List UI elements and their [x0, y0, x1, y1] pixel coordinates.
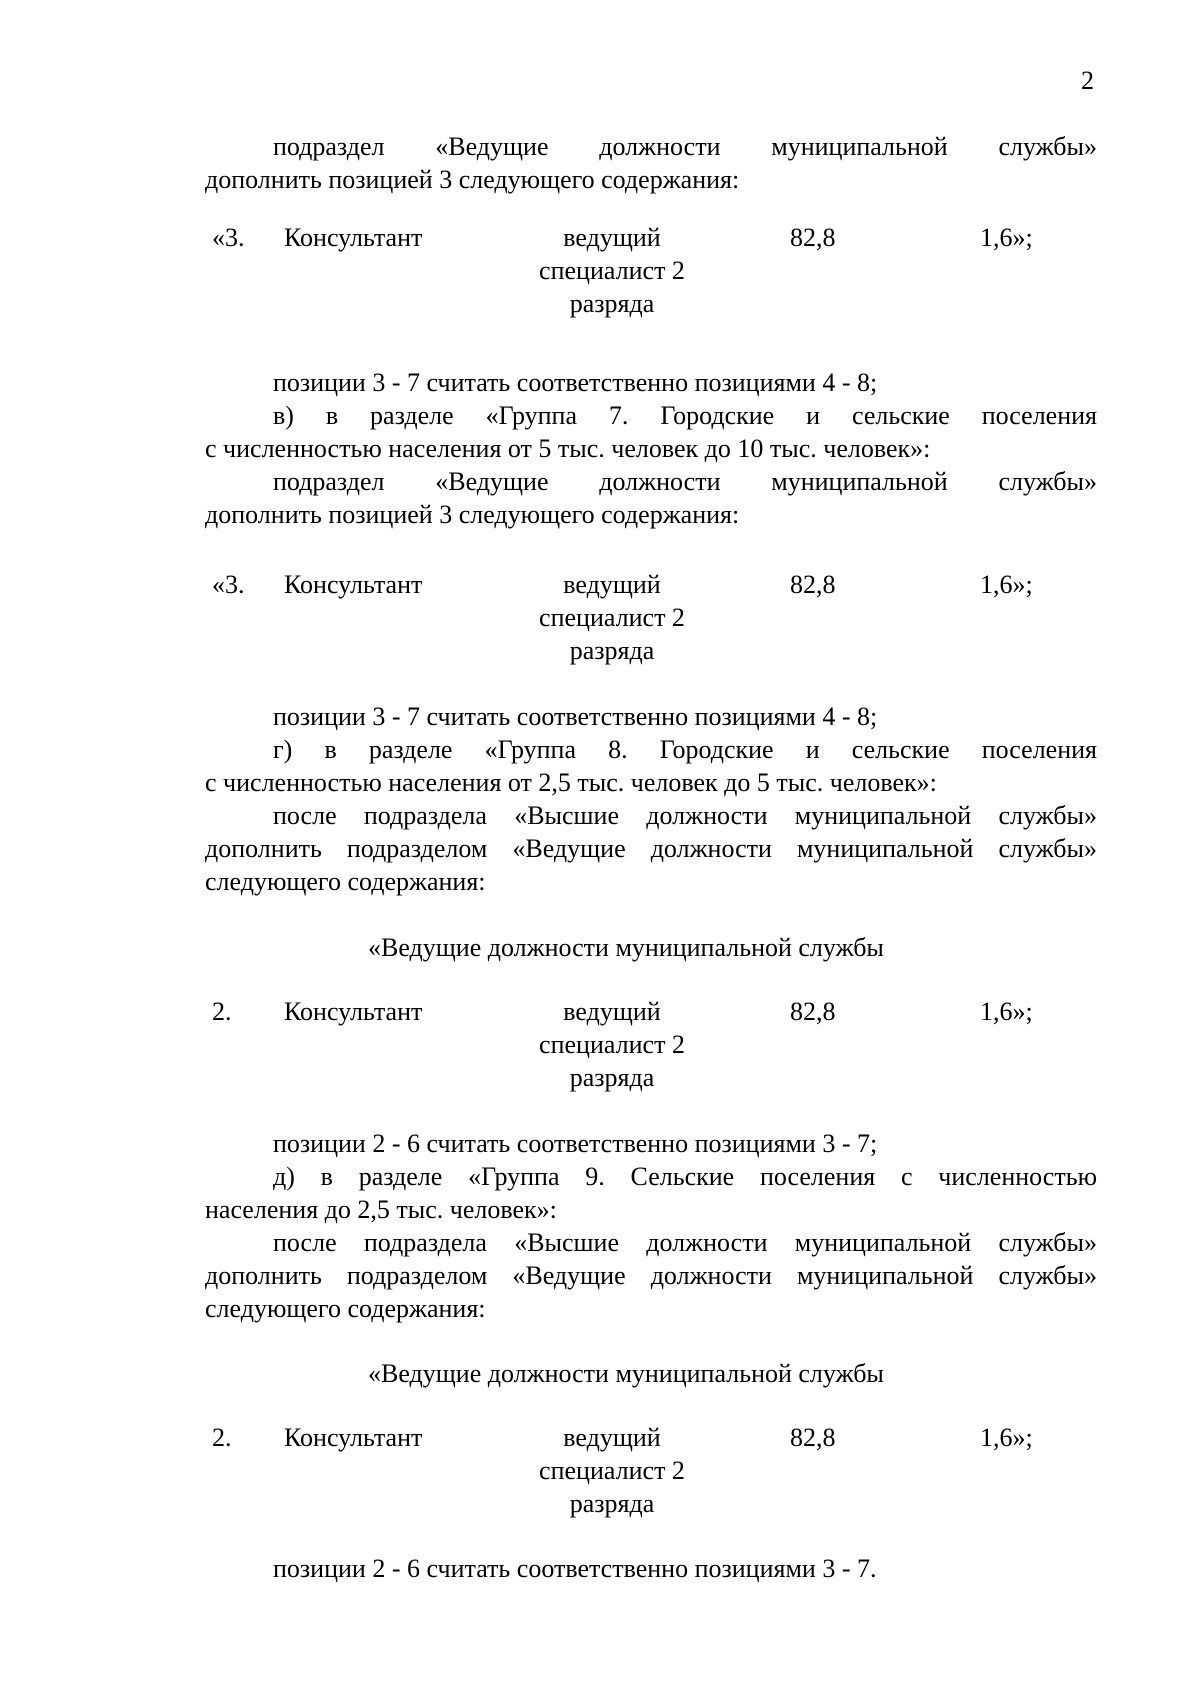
- text-line: дополнить подразделом «Ведущие должности муниципальной службы»: [205, 1261, 1097, 1290]
- position-title: Консультант: [284, 1423, 423, 1452]
- position-row: [0, 568, 1200, 667]
- subsection-heading: «Ведущие должности муниципальной службы: [368, 1359, 884, 1388]
- position-multiplier: 1,6»;: [980, 570, 1033, 599]
- position-number: 2.: [212, 997, 232, 1026]
- text-line: следующего содержания:: [205, 867, 486, 896]
- position-title: Консультант: [284, 997, 423, 1026]
- position-number: «3.: [212, 570, 245, 599]
- position-multiplier: 1,6»;: [980, 1423, 1033, 1452]
- text-line: подраздел «Ведущие должности муниципальной службы»: [273, 467, 1097, 496]
- text-line: дополнить позицией 3 следующего содержания:: [205, 165, 740, 194]
- position-number: «3.: [212, 223, 245, 252]
- paragraph-final: [205, 1552, 1097, 1585]
- text-line: дополнить позицией 3 следующего содержания:: [205, 500, 740, 529]
- position-multiplier: 1,6»;: [980, 997, 1033, 1026]
- paragraph-group7: [205, 366, 1097, 531]
- paragraph-subsection-group6: [205, 130, 1097, 196]
- text-line: позиции 3 - 7 считать соответственно позициями 4 - 8;: [273, 702, 878, 731]
- text-line: населения до 2,5 тыс. человек»:: [205, 1195, 557, 1224]
- position-category: ведущий специалист 2 разряда: [539, 997, 685, 1092]
- text-line: в) в разделе «Группа 7. Городские и сельские поселения: [273, 401, 1097, 430]
- paragraph-group9: [205, 1127, 1097, 1325]
- text-line: после подраздела «Высшие должности муниципальной службы»: [273, 801, 1097, 830]
- position-coefficient: 82,8: [790, 1423, 836, 1452]
- position-category: ведущий специалист 2 разряда: [539, 570, 685, 665]
- position-coefficient: 82,8: [790, 570, 836, 599]
- position-row: [0, 1421, 1200, 1520]
- text-line: позиции 3 - 7 считать соответственно позициями 4 - 8;: [273, 368, 878, 397]
- text-line: позиции 2 - 6 считать соответственно позициями 3 - 7;: [273, 1129, 878, 1158]
- text-line: г) в разделе «Группа 8. Городские и сельские поселения: [273, 735, 1097, 764]
- position-number: 2.: [212, 1423, 232, 1452]
- position-row: [0, 221, 1200, 320]
- position-category: ведущий специалист 2 разряда: [539, 223, 685, 318]
- position-title: Консультант: [284, 570, 423, 599]
- position-coefficient: 82,8: [790, 223, 836, 252]
- text-line: дополнить подразделом «Ведущие должности муниципальной службы»: [205, 834, 1097, 863]
- position-multiplier: 1,6»;: [980, 223, 1033, 252]
- position-row: [0, 995, 1200, 1094]
- text-line: с численностью населения от 5 тыс. человек до 10 тыс. человек»:: [205, 434, 931, 463]
- subsection-heading: «Ведущие должности муниципальной службы: [368, 933, 884, 962]
- text-line: д) в разделе «Группа 9. Сельские поселения с численностью: [273, 1162, 1097, 1191]
- text-line: следующего содержания:: [205, 1294, 486, 1323]
- position-coefficient: 82,8: [790, 997, 836, 1026]
- position-category: ведущий специалист 2 разряда: [539, 1423, 685, 1518]
- paragraph-group8: [205, 700, 1097, 898]
- text-line: позиции 2 - 6 считать соответственно позициями 3 - 7.: [273, 1554, 877, 1583]
- text-line: с численностью населения от 2,5 тыс. человек до 5 тыс. человек»:: [205, 768, 937, 797]
- position-title: Консультант: [284, 223, 423, 252]
- text-line: после подраздела «Высшие должности муниципальной службы»: [273, 1228, 1097, 1257]
- page-number: 2: [1081, 66, 1094, 95]
- text-line: подраздел «Ведущие должности муниципальной службы»: [273, 132, 1097, 161]
